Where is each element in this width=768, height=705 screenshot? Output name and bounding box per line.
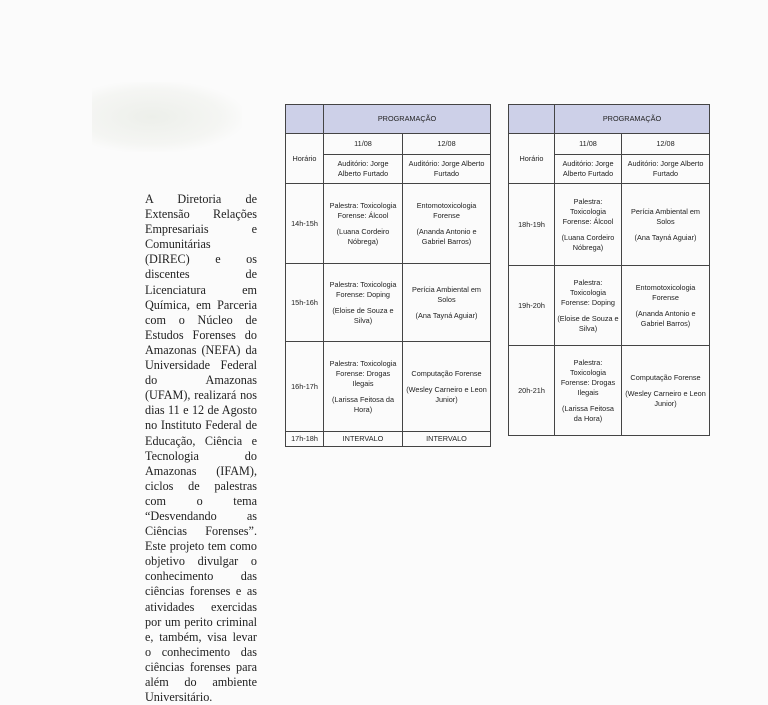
table-row	[509, 184, 710, 266]
time-slot: 16h-17h	[286, 342, 324, 432]
talk-day1	[324, 264, 403, 342]
interval-label: INTERVALO	[324, 432, 403, 447]
talk-title: Palestra: Toxicologia Forense: Doping	[561, 277, 615, 307]
date-day2: 12/08	[622, 134, 710, 155]
time-slot: 19h-20h	[509, 266, 555, 346]
talk-title: Palestra: Toxicologia Forense: Álcool	[562, 196, 614, 226]
auditorium-day2: Auditório: Jorge Alberto Furtado	[622, 155, 710, 184]
talk-title: Entomotoxicologia Forense	[635, 282, 696, 302]
talk-day2	[403, 342, 491, 432]
table-header-corner	[286, 105, 324, 134]
table-row	[286, 264, 491, 342]
talk-speaker: (Luana Cordeiro Nóbrega)	[336, 226, 390, 246]
date-day1: 11/08	[324, 134, 403, 155]
talk-speaker: (Ananda Antonio e Gabriel Barros)	[635, 308, 696, 328]
auditorium-day1: Auditório: Jorge Alberto Furtado	[555, 155, 622, 184]
talk-title: Computação Forense	[411, 368, 482, 378]
schedule-table-afternoon	[285, 104, 491, 447]
talk-speaker: (Eloise de Souza e Silva)	[332, 305, 394, 325]
talk-speaker: (Larissa Feitosa da Hora)	[562, 403, 614, 423]
talk-title: Entomotoxicologia Forense	[416, 200, 477, 220]
talk-title: Palestra: Toxicologia Forense: Álcool	[329, 200, 397, 220]
faded-logo	[92, 82, 242, 152]
talk-day2	[622, 346, 710, 436]
table-header-corner	[509, 105, 555, 134]
talk-day1	[324, 184, 403, 264]
time-slot: 17h-18h	[286, 432, 324, 447]
talk-speaker: (Larissa Feitosa da Hora)	[331, 394, 395, 414]
auditorium-day1: Auditório: Jorge Alberto Furtado	[324, 155, 403, 184]
talk-speaker: (Eloise de Souza e Silva)	[557, 313, 619, 333]
table-row	[509, 266, 710, 346]
date-day2: 12/08	[403, 134, 491, 155]
talk-day1	[324, 342, 403, 432]
talk-speaker: (Ana Tayná Aguiar)	[415, 310, 478, 320]
schedule-table-evening	[508, 104, 710, 436]
talk-day1	[555, 346, 622, 436]
interval-row	[286, 432, 491, 447]
talk-speaker: (Wesley Carneiro e Leon Junior)	[406, 384, 487, 404]
time-slot: 18h-19h	[509, 184, 555, 266]
talk-title: Palestra: Toxicologia Forense: Doping	[329, 279, 397, 299]
table-row	[509, 346, 710, 436]
interval-label: INTERVALO	[403, 432, 491, 447]
talk-day1	[555, 266, 622, 346]
date-day1: 11/08	[555, 134, 622, 155]
table-title: PROGRAMAÇÃO	[324, 105, 491, 134]
time-slot: 15h-16h	[286, 264, 324, 342]
talk-day2	[622, 184, 710, 266]
talk-day2	[403, 264, 491, 342]
auditorium-day2: Auditório: Jorge Alberto Furtado	[403, 155, 491, 184]
talk-day1	[555, 184, 622, 266]
horario-header: Horário	[509, 134, 555, 184]
talk-title: Palestra: Toxicologia Forense: Drogas Ilegais	[329, 358, 397, 388]
talk-speaker: (Luana Cordeiro Nóbrega)	[561, 232, 615, 252]
table-row	[286, 184, 491, 264]
talk-title: Perícia Ambiental em Solos	[412, 284, 481, 304]
talk-speaker: (Wesley Carneiro e Leon Junior)	[625, 388, 706, 408]
table-row	[286, 342, 491, 432]
time-slot: 14h-15h	[286, 184, 324, 264]
talk-title: Computação Forense	[630, 372, 701, 382]
talk-speaker: (Ana Tayná Aguiar)	[634, 232, 697, 242]
talk-day2	[403, 184, 491, 264]
time-slot: 20h-21h	[509, 346, 555, 436]
talk-title: Palestra: Toxicologia Forense: Drogas Ilegais	[560, 357, 616, 397]
talk-title: Perícia Ambiental em Solos	[631, 206, 700, 226]
table-title: PROGRAMAÇÃO	[555, 105, 710, 134]
talk-day2	[622, 266, 710, 346]
talk-speaker: (Ananda Antonio e Gabriel Barros)	[416, 226, 477, 246]
horario-header: Horário	[286, 134, 324, 184]
intro-paragraph: A Diretoria de Extensão Relações Empresariais e Comunitárias (DIREC) e os discentes de Licenciatura em Química, em Parceria com o Núcleo de Estudos Forenses do Amazonas (NEFA) da Universidade Federal do Amazonas (UFAM), realizará nos dias 11 e 12 de Agosto no Instituto Federal de Educação, Ciência e Tecnologia do Amazonas (IFAM), ciclos de palestras com o tema “Desvendando as Ciências Forenses”. Este projeto tem como objetivo divulgar o conhecimento das ciências forenses e as atividades exercidas por um perito criminal e, também, visa levar o conhecimento das ciências forenses para além do ambiente Universitário.	[145, 192, 257, 705]
